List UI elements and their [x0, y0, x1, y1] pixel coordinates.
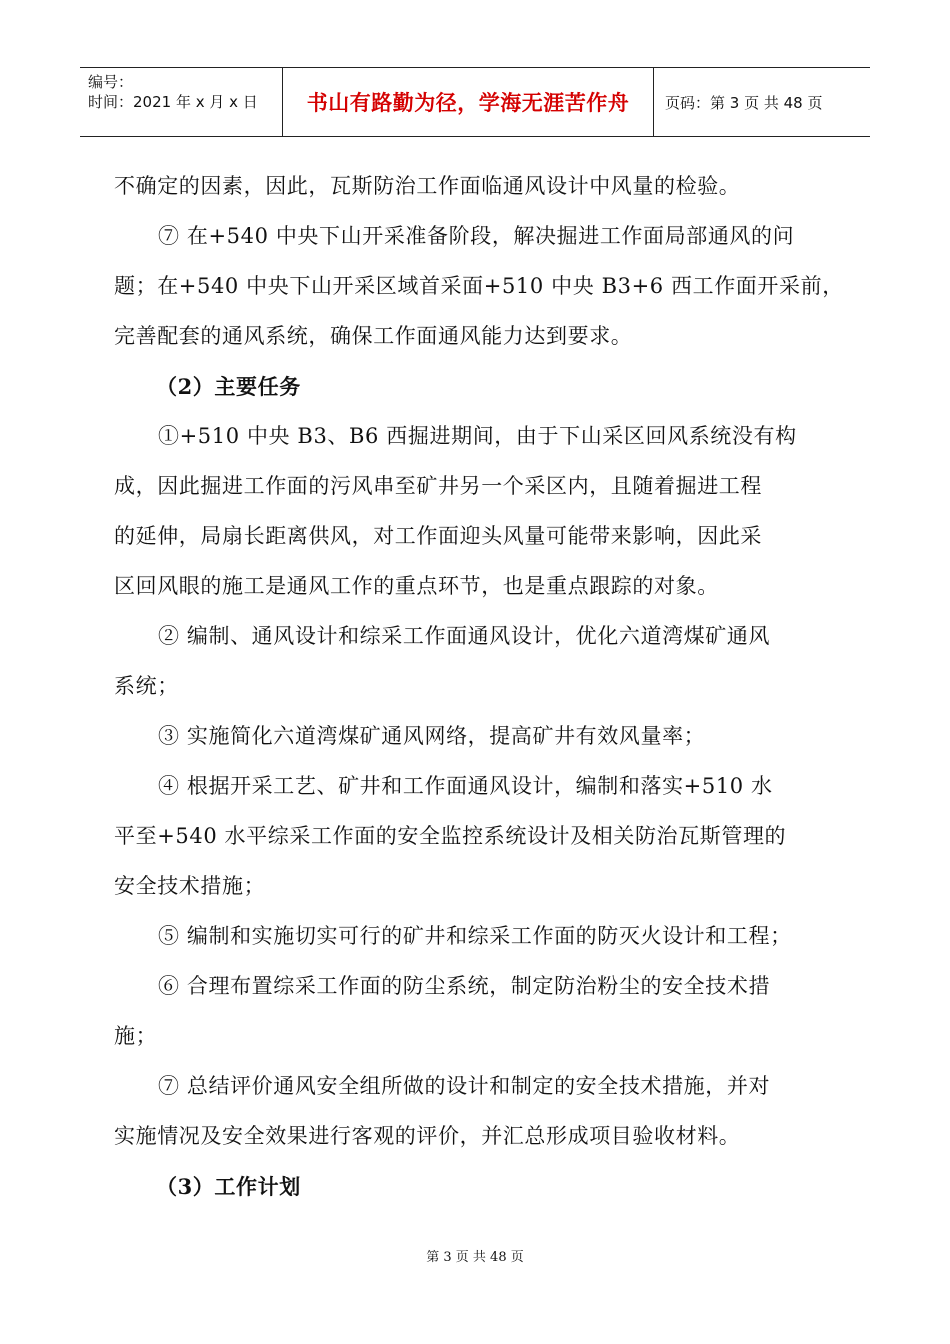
- body-line: 的延伸，局扇长距离供风，对工作面迎头风量可能带来影响，因此采: [114, 524, 762, 548]
- body-line: ② 编制、通风设计和综采工作面通风设计，优化六道湾煤矿通风: [158, 624, 771, 648]
- header-motto: 书山有路勤为径，学海无涯苦作舟: [306, 91, 630, 115]
- body-line: ④ 根据开采工艺、矿井和工作面通风设计，编制和落实+510 水: [158, 774, 773, 798]
- section-heading: （3）工作计划: [156, 1174, 301, 1199]
- body-line: 成，因此掘进工作面的污风串至矿井另一个采区内，且随着掘进工程: [114, 474, 762, 498]
- body-line: 实施情况及安全效果进行客观的评价，并汇总形成项目验收材料。: [114, 1124, 741, 1148]
- body-line: ⑦ 在+540 中央下山开采准备阶段，解决掘进工作面局部通风的问: [158, 224, 795, 248]
- body-line: ①+510 中央 B3、B6 西掘进期间，由于下山采区回风系统没有构: [158, 424, 797, 448]
- body-line: 安全技术措施；: [114, 874, 266, 898]
- document-header: [80, 67, 870, 137]
- body-line: 施；: [114, 1024, 158, 1048]
- body-line: ⑤ 编制和实施切实可行的矿井和综采工作面的防灭火设计和工程；: [158, 924, 792, 948]
- body-line: 系统；: [114, 674, 179, 698]
- body-line: 题；在+540 中央下山开采区域首采面+510 中央 B3+6 西工作面开采前，: [114, 274, 844, 298]
- page-footer: 第 3 页 共 48 页: [426, 1250, 524, 1265]
- header-page-cell: [655, 68, 870, 136]
- body-line: 平至+540 水平综采工作面的安全监控系统设计及相关防治瓦斯管理的: [114, 824, 787, 848]
- body-line: 不确定的因素，因此，瓦斯防治工作面临通风设计中风量的检验。: [114, 174, 741, 198]
- body-line: 区回风眼的施工是通风工作的重点环节，也是重点跟踪的对象。: [114, 574, 719, 598]
- body-line: 完善配套的通风系统，确保工作面通风能力达到要求。: [114, 324, 633, 348]
- header-motto-cell: [283, 68, 654, 136]
- header-page-number: 页码：第 3 页 共 48 页: [665, 93, 823, 112]
- section-heading: （2）主要任务: [156, 374, 301, 399]
- body-line: ⑦ 总结评价通风安全组所做的设计和制定的安全技术措施，并对: [158, 1074, 771, 1098]
- body-line: ③ 实施简化六道湾煤矿通风网络，提高矿井有效风量率；: [158, 724, 706, 748]
- document-date-label: 时间：2021 年 x 月 x 日: [88, 93, 258, 111]
- header-meta-cell: [80, 68, 283, 136]
- document-number-label: 编号：: [88, 73, 134, 91]
- body-line: ⑥ 合理布置综采工作面的防尘系统，制定防治粉尘的安全技术措: [158, 974, 771, 998]
